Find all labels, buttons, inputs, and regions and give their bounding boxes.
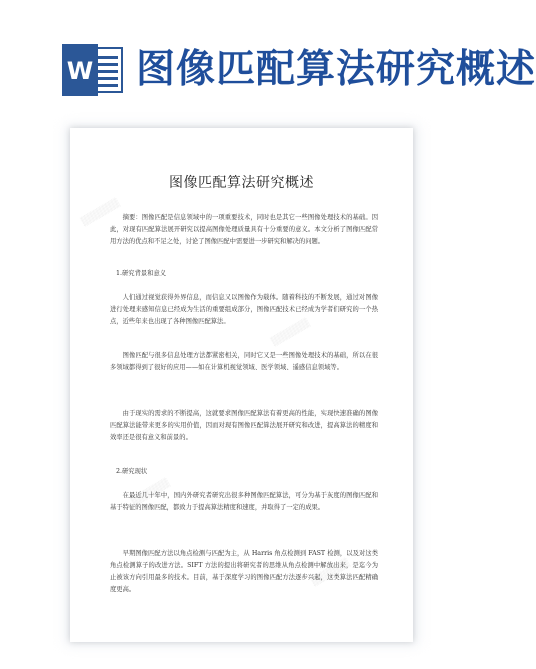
section-1-paragraph-2: 图像匹配与很多信息处理方法都紧密相关，同时它又是一些图像处理技术的基础，所以在很多领域都得到了很好的应用——如在计算机视觉领域、医学领域、遥感信息领域等。	[110, 352, 378, 371]
watermark: ▒▒▒▒▒▒	[310, 558, 352, 588]
watermark: ▒▒▒▒▒▒	[270, 318, 312, 348]
section-1-paragraph-1: 人们通过视觉获得外界信息，而信息又以图像作为载体。随着科技的不断发展，通过对图像进行处理来感知信息已经成为生活的重要组成部分，图像匹配技术已经成为学者们研究的一个热点，近些年来也出现了各种图像匹配算法。	[110, 294, 378, 325]
document-title: 图像匹配算法研究概述	[169, 175, 314, 191]
section-2-paragraph-2: 早期图像匹配方法以角点检测与匹配为主，从 Harris 角点检测到 FAST 检测，以及对这类角点检测算子的改进方法。SIFT 方法的提出将研究者的思维从角点检测中解放出来，是迄今为止被该方向引用最多的技术。目前，基于深度学习的图像匹配方法逐步兴起，这类算法匹配精确度更高。	[110, 550, 378, 593]
word-icon	[62, 44, 124, 96]
section-2-heading: 2.研究现状	[116, 468, 148, 475]
section-2-paragraph-1: 在最近几十年中，国内外研究者研究出很多种图像匹配算法，可分为基于灰度的图像匹配和基于特征的图像匹配，都致力于提高算法精度和速度，并取得了一定的成果。	[110, 492, 378, 511]
document-page	[70, 128, 413, 642]
header-banner	[0, 0, 536, 130]
abstract-paragraph: 摘要：图像匹配是信息领域中的一项重要技术，同时也是其它一些图像处理技术的基础。因此，对现有匹配算法展开研究以提高图像处理质量具有十分重要的意义。本文分析了图像匹配常用方法的优点和不足之处，讨论了图像匹配中需要进一步研究和解决的问题。	[110, 214, 378, 245]
section-1-heading: 1.研究背景和意义	[116, 270, 167, 277]
word-logo-letter: W	[66, 57, 94, 85]
section-1-paragraph-3: 由于现实的需求的不断提高，这就要求图像匹配算法有着更高的性能，实现快速准确的图像匹配算法能带来更多的实用价值，因而对现有图像匹配算法展开研究和改进，提高算法的精度和效率还是很有意义和前景的。	[110, 410, 378, 441]
watermark: ▒▒▒▒▒▒	[80, 198, 122, 228]
banner-title: 图像匹配算法研究概述	[136, 47, 536, 92]
watermark: ▒▒▒▒▒▒	[130, 478, 172, 508]
